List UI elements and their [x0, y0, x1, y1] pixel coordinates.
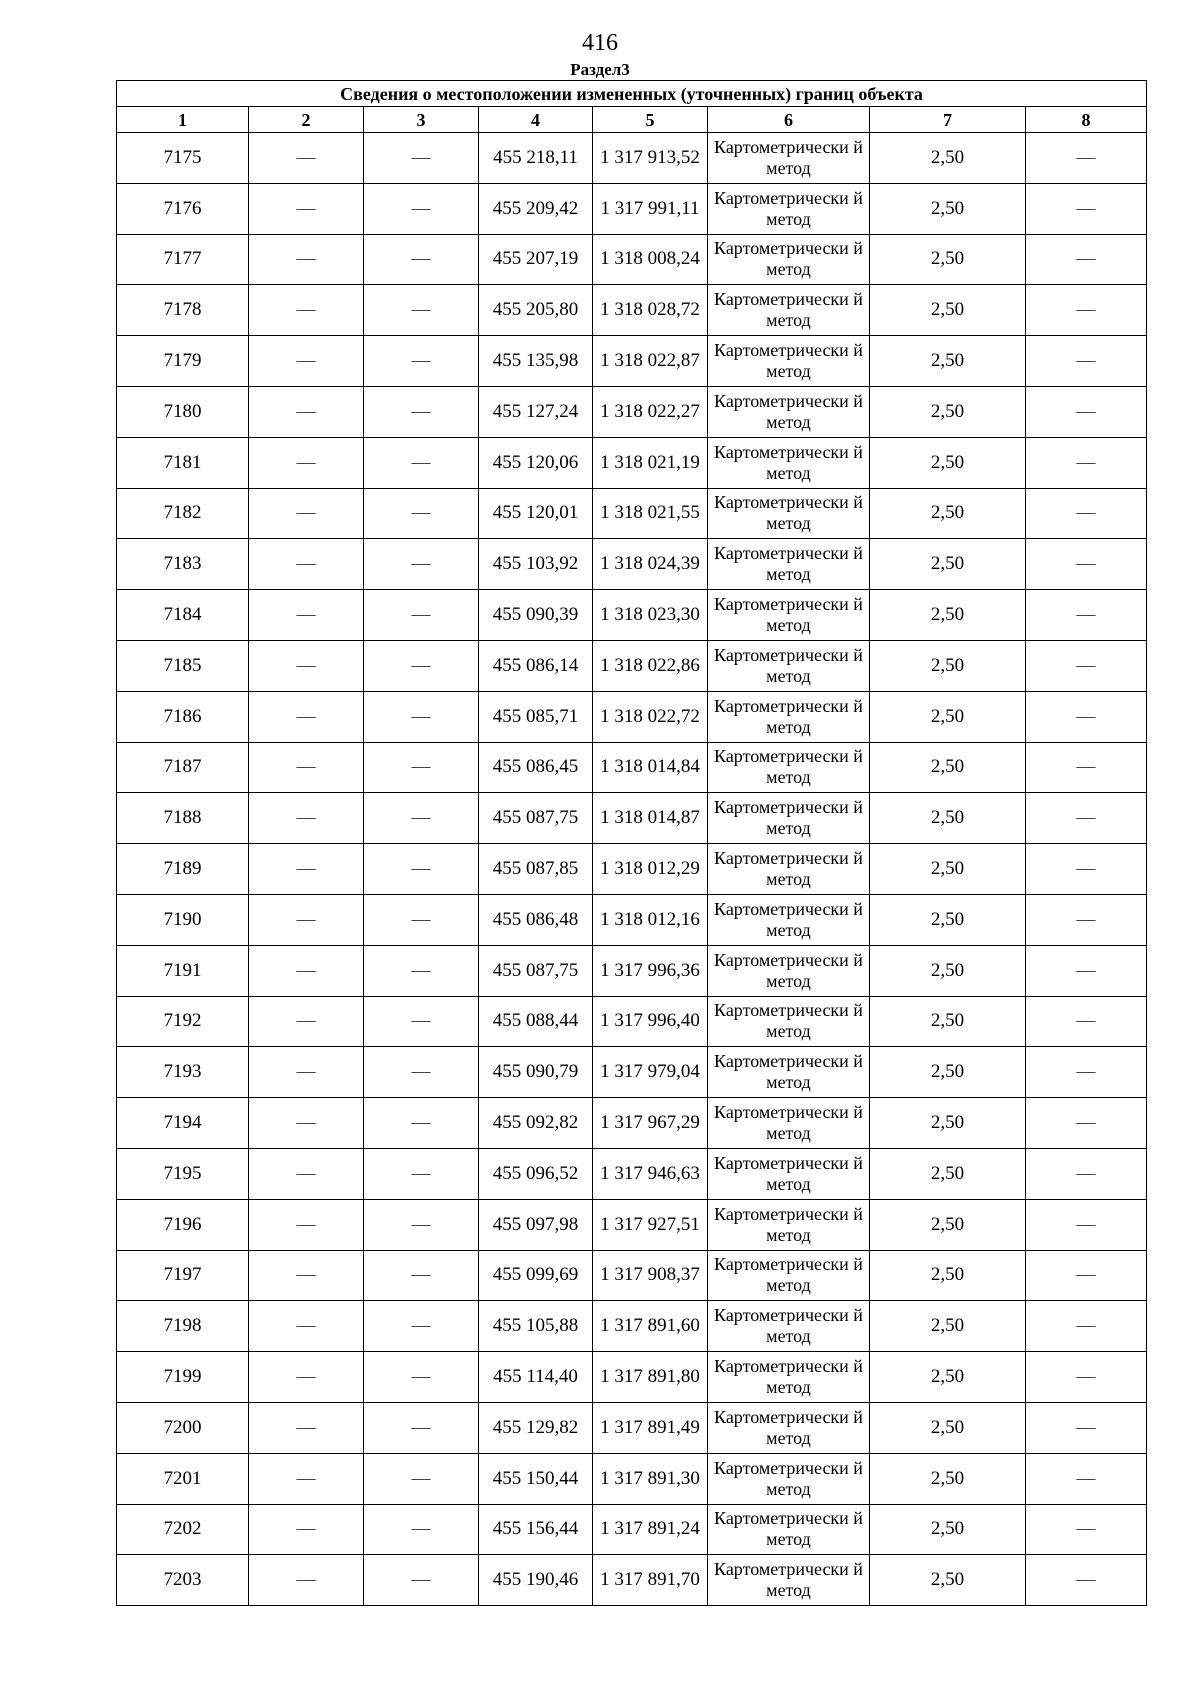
- table-cell-col-3: —: [364, 945, 479, 996]
- table-cell-col-7: 2,50: [870, 1555, 1026, 1606]
- table-cell-col-4: 455 120,01: [479, 488, 593, 539]
- table-cell-col-1: 7181: [117, 437, 249, 488]
- table-cell-col-5: 1 318 014,84: [593, 742, 708, 793]
- table-cell-col-1: 7202: [117, 1504, 249, 1555]
- table-cell-col-8: —: [1026, 285, 1147, 336]
- table-cell-col-6: Картометрически й метод: [708, 488, 870, 539]
- table-cell-col-8: —: [1026, 1047, 1147, 1098]
- table-cell-col-1: 7198: [117, 1301, 249, 1352]
- table-row: [117, 1352, 1147, 1403]
- table-cell-col-7: 2,50: [870, 183, 1026, 234]
- table-cell-col-2: —: [249, 844, 364, 895]
- table-cell-col-8: —: [1026, 894, 1147, 945]
- table-cell-col-4: 455 150,44: [479, 1453, 593, 1504]
- table-row: [117, 1250, 1147, 1301]
- table-row: [117, 1402, 1147, 1453]
- table-cell-col-2: —: [249, 1199, 364, 1250]
- table-cell-col-2: —: [249, 234, 364, 285]
- table-cell-col-1: 7185: [117, 640, 249, 691]
- table-row: [117, 386, 1147, 437]
- column-header-4: 4: [479, 107, 593, 133]
- table-cell-col-1: 7177: [117, 234, 249, 285]
- table-cell-col-1: 7200: [117, 1402, 249, 1453]
- table-row: [117, 539, 1147, 590]
- table-cell-col-1: 7190: [117, 894, 249, 945]
- table-cell-col-4: 455 105,88: [479, 1301, 593, 1352]
- table-cell-col-3: —: [364, 1047, 479, 1098]
- table-cell-col-4: 455 127,24: [479, 386, 593, 437]
- table-cell-col-4: 455 114,40: [479, 1352, 593, 1403]
- table-cell-col-7: 2,50: [870, 285, 1026, 336]
- table-cell-col-7: 2,50: [870, 590, 1026, 641]
- table-cell-col-8: —: [1026, 1504, 1147, 1555]
- table-cell-col-3: —: [364, 1148, 479, 1199]
- table-cell-col-5: 1 317 996,40: [593, 996, 708, 1047]
- table-cell-col-3: —: [364, 1555, 479, 1606]
- table-cell-col-3: —: [364, 742, 479, 793]
- table-cell-col-4: 455 156,44: [479, 1504, 593, 1555]
- coordinates-table: [116, 80, 1147, 1606]
- column-header-2: 2: [249, 107, 364, 133]
- table-cell-col-2: —: [249, 386, 364, 437]
- table-row: [117, 488, 1147, 539]
- table-cell-col-3: —: [364, 386, 479, 437]
- table-cell-col-4: 455 088,44: [479, 996, 593, 1047]
- table-cell-col-2: —: [249, 945, 364, 996]
- table-cell-col-4: 455 086,45: [479, 742, 593, 793]
- table-cell-col-2: —: [249, 640, 364, 691]
- table-cell-col-7: 2,50: [870, 1504, 1026, 1555]
- table-cell-col-8: —: [1026, 234, 1147, 285]
- table-cell-col-5: 1 318 024,39: [593, 539, 708, 590]
- table-cell-col-8: —: [1026, 1402, 1147, 1453]
- table-cell-col-3: —: [364, 1453, 479, 1504]
- table-cell-col-8: —: [1026, 1555, 1147, 1606]
- table-cell-col-6: Картометрически й метод: [708, 640, 870, 691]
- table-cell-col-3: —: [364, 336, 479, 387]
- table-cell-col-2: —: [249, 793, 364, 844]
- table-cell-col-4: 455 090,39: [479, 590, 593, 641]
- table-cell-col-8: —: [1026, 1352, 1147, 1403]
- table-cell-col-1: 7201: [117, 1453, 249, 1504]
- table-row: [117, 234, 1147, 285]
- table-cell-col-2: —: [249, 1301, 364, 1352]
- table-cell-col-5: 1 318 008,24: [593, 234, 708, 285]
- table-cell-col-5: 1 318 022,27: [593, 386, 708, 437]
- table-cell-col-1: 7184: [117, 590, 249, 641]
- table-cell-col-5: 1 317 891,30: [593, 1453, 708, 1504]
- table-cell-col-8: —: [1026, 183, 1147, 234]
- table-cell-col-6: Картометрически й метод: [708, 1555, 870, 1606]
- table-cell-col-7: 2,50: [870, 691, 1026, 742]
- column-header-8: 8: [1026, 107, 1147, 133]
- table-cell-col-1: 7189: [117, 844, 249, 895]
- table-cell-col-5: 1 318 023,30: [593, 590, 708, 641]
- table-cell-col-4: 455 120,06: [479, 437, 593, 488]
- table-cell-col-2: —: [249, 1402, 364, 1453]
- table-cell-col-8: —: [1026, 590, 1147, 641]
- table-cell-col-2: —: [249, 742, 364, 793]
- table-cell-col-2: —: [249, 488, 364, 539]
- table-cell-col-4: 455 090,79: [479, 1047, 593, 1098]
- table-cell-col-6: Картометрически й метод: [708, 844, 870, 895]
- table-cell-col-6: Картометрически й метод: [708, 183, 870, 234]
- table-cell-col-4: 455 205,80: [479, 285, 593, 336]
- table-cell-col-5: 1 317 891,24: [593, 1504, 708, 1555]
- table-cell-col-3: —: [364, 894, 479, 945]
- table-cell-col-3: —: [364, 1301, 479, 1352]
- table-cell-col-8: —: [1026, 945, 1147, 996]
- table-cell-col-8: —: [1026, 133, 1147, 184]
- table-caption: Сведения о местоположении измененных (уточненных) границ объекта: [117, 81, 1147, 107]
- table-cell-col-7: 2,50: [870, 1148, 1026, 1199]
- table-cell-col-2: —: [249, 1148, 364, 1199]
- table-row: [117, 183, 1147, 234]
- table-row: [117, 894, 1147, 945]
- table-row: [117, 1453, 1147, 1504]
- table-cell-col-1: 7197: [117, 1250, 249, 1301]
- table-row: [117, 1148, 1147, 1199]
- table-cell-col-7: 2,50: [870, 945, 1026, 996]
- table-cell-col-6: Картометрически й метод: [708, 1199, 870, 1250]
- table-cell-col-3: —: [364, 488, 479, 539]
- table-cell-col-3: —: [364, 996, 479, 1047]
- table-row: [117, 1555, 1147, 1606]
- table-cell-col-7: 2,50: [870, 386, 1026, 437]
- table-cell-col-4: 455 207,19: [479, 234, 593, 285]
- table-cell-col-6: Картометрически й метод: [708, 285, 870, 336]
- table-cell-col-1: 7179: [117, 336, 249, 387]
- table-cell-col-1: 7175: [117, 133, 249, 184]
- table-row: [117, 590, 1147, 641]
- table-cell-col-1: 7187: [117, 742, 249, 793]
- table-cell-col-7: 2,50: [870, 1098, 1026, 1149]
- table-cell-col-5: 1 318 021,19: [593, 437, 708, 488]
- table-cell-col-5: 1 317 946,63: [593, 1148, 708, 1199]
- table-cell-col-7: 2,50: [870, 488, 1026, 539]
- table-cell-col-5: 1 317 891,80: [593, 1352, 708, 1403]
- table-row: [117, 1504, 1147, 1555]
- table-row: [117, 133, 1147, 184]
- table-cell-col-7: 2,50: [870, 1301, 1026, 1352]
- table-cell-col-7: 2,50: [870, 1352, 1026, 1403]
- table-cell-col-3: —: [364, 437, 479, 488]
- table-cell-col-2: —: [249, 1047, 364, 1098]
- table-cell-col-5: 1 317 979,04: [593, 1047, 708, 1098]
- table-cell-col-3: —: [364, 285, 479, 336]
- table-cell-col-1: 7182: [117, 488, 249, 539]
- table-cell-col-5: 1 317 891,70: [593, 1555, 708, 1606]
- table-cell-col-6: Картометрически й метод: [708, 1098, 870, 1149]
- table-row: [117, 1301, 1147, 1352]
- table-cell-col-7: 2,50: [870, 437, 1026, 488]
- table-cell-col-4: 455 099,69: [479, 1250, 593, 1301]
- table-cell-col-2: —: [249, 590, 364, 641]
- table-cell-col-6: Картометрически й метод: [708, 691, 870, 742]
- page-number: 416: [582, 30, 618, 56]
- column-header-7: 7: [870, 107, 1026, 133]
- table-cell-col-7: 2,50: [870, 793, 1026, 844]
- table-cell-col-4: 455 135,98: [479, 336, 593, 387]
- table-cell-col-6: Картометрически й метод: [708, 1504, 870, 1555]
- table-cell-col-2: —: [249, 1098, 364, 1149]
- table-cell-col-7: 2,50: [870, 640, 1026, 691]
- table-cell-col-7: 2,50: [870, 742, 1026, 793]
- table-cell-col-5: 1 318 022,86: [593, 640, 708, 691]
- table-cell-col-2: —: [249, 894, 364, 945]
- table-cell-col-3: —: [364, 1402, 479, 1453]
- table-cell-col-6: Картометрически й метод: [708, 234, 870, 285]
- table-cell-col-5: 1 318 022,87: [593, 336, 708, 387]
- table-cell-col-6: Картометрически й метод: [708, 742, 870, 793]
- table-cell-col-1: 7188: [117, 793, 249, 844]
- table-cell-col-6: Картометрически й метод: [708, 336, 870, 387]
- table-cell-col-3: —: [364, 691, 479, 742]
- table-cell-col-8: —: [1026, 1453, 1147, 1504]
- table-cell-col-7: 2,50: [870, 234, 1026, 285]
- table-cell-col-8: —: [1026, 386, 1147, 437]
- table-caption-row: [117, 81, 1147, 107]
- table-cell-col-3: —: [364, 133, 479, 184]
- table-cell-col-5: 1 318 028,72: [593, 285, 708, 336]
- table-cell-col-4: 455 086,14: [479, 640, 593, 691]
- table-cell-col-4: 455 087,75: [479, 945, 593, 996]
- table-cell-col-5: 1 318 012,16: [593, 894, 708, 945]
- table-row: [117, 285, 1147, 336]
- table-cell-col-3: —: [364, 793, 479, 844]
- table-cell-col-1: 7178: [117, 285, 249, 336]
- table-cell-col-3: —: [364, 183, 479, 234]
- table-cell-col-6: Картометрически й метод: [708, 386, 870, 437]
- table-row: [117, 1199, 1147, 1250]
- table-cell-col-7: 2,50: [870, 336, 1026, 387]
- table-row: [117, 691, 1147, 742]
- table-cell-col-8: —: [1026, 437, 1147, 488]
- table-row: [117, 1047, 1147, 1098]
- table-cell-col-2: —: [249, 285, 364, 336]
- table-row: [117, 793, 1147, 844]
- section-title: Раздел3: [570, 60, 630, 79]
- table-cell-col-8: —: [1026, 488, 1147, 539]
- table-row: [117, 640, 1147, 691]
- table-cell-col-7: 2,50: [870, 133, 1026, 184]
- table-cell-col-3: —: [364, 1098, 479, 1149]
- table-cell-col-1: 7186: [117, 691, 249, 742]
- table-cell-col-8: —: [1026, 691, 1147, 742]
- table-cell-col-1: 7183: [117, 539, 249, 590]
- table-cell-col-1: 7199: [117, 1352, 249, 1403]
- table-cell-col-2: —: [249, 1555, 364, 1606]
- table-cell-col-6: Картометрически й метод: [708, 793, 870, 844]
- table-cell-col-1: 7191: [117, 945, 249, 996]
- table-row: [117, 996, 1147, 1047]
- table-cell-col-6: Картометрически й метод: [708, 1148, 870, 1199]
- table-cell-col-6: Картометрически й метод: [708, 1352, 870, 1403]
- table-cell-col-6: Картометрически й метод: [708, 1250, 870, 1301]
- table-cell-col-4: 455 190,46: [479, 1555, 593, 1606]
- table-cell-col-2: —: [249, 539, 364, 590]
- table-cell-col-1: 7194: [117, 1098, 249, 1149]
- table-cell-col-6: Картометрически й метод: [708, 894, 870, 945]
- table-cell-col-8: —: [1026, 1301, 1147, 1352]
- table-cell-col-3: —: [364, 1250, 479, 1301]
- table-cell-col-7: 2,50: [870, 996, 1026, 1047]
- table-cell-col-3: —: [364, 234, 479, 285]
- table-cell-col-8: —: [1026, 640, 1147, 691]
- table-cell-col-1: 7180: [117, 386, 249, 437]
- table-cell-col-1: 7203: [117, 1555, 249, 1606]
- column-header-5: 5: [593, 107, 708, 133]
- table-row: [117, 437, 1147, 488]
- table-cell-col-8: —: [1026, 1199, 1147, 1250]
- table-cell-col-3: —: [364, 1199, 479, 1250]
- table-cell-col-5: 1 318 021,55: [593, 488, 708, 539]
- table-cell-col-2: —: [249, 1504, 364, 1555]
- table-cell-col-8: —: [1026, 742, 1147, 793]
- table-cell-col-1: 7195: [117, 1148, 249, 1199]
- table-cell-col-7: 2,50: [870, 894, 1026, 945]
- table-cell-col-7: 2,50: [870, 1453, 1026, 1504]
- table-cell-col-7: 2,50: [870, 539, 1026, 590]
- table-cell-col-4: 455 129,82: [479, 1402, 593, 1453]
- table-cell-col-3: —: [364, 844, 479, 895]
- table-cell-col-5: 1 318 022,72: [593, 691, 708, 742]
- table-cell-col-3: —: [364, 590, 479, 641]
- table-cell-col-7: 2,50: [870, 1250, 1026, 1301]
- table-cell-col-8: —: [1026, 844, 1147, 895]
- table-cell-col-6: Картометрически й метод: [708, 996, 870, 1047]
- table-cell-col-6: Картометрически й метод: [708, 1402, 870, 1453]
- table-cell-col-3: —: [364, 539, 479, 590]
- table-cell-col-4: 455 087,75: [479, 793, 593, 844]
- table-cell-col-4: 455 209,42: [479, 183, 593, 234]
- table-cell-col-6: Картометрически й метод: [708, 1301, 870, 1352]
- table-row: [117, 336, 1147, 387]
- table-cell-col-8: —: [1026, 1148, 1147, 1199]
- table-cell-col-2: —: [249, 996, 364, 1047]
- table-cell-col-8: —: [1026, 539, 1147, 590]
- column-header-1: 1: [117, 107, 249, 133]
- table-cell-col-4: 455 097,98: [479, 1199, 593, 1250]
- table-body: [117, 133, 1147, 1606]
- table-cell-col-4: 455 218,11: [479, 133, 593, 184]
- table-cell-col-1: 7192: [117, 996, 249, 1047]
- table-cell-col-4: 455 086,48: [479, 894, 593, 945]
- table-cell-col-4: 455 092,82: [479, 1098, 593, 1149]
- table-cell-col-5: 1 317 967,29: [593, 1098, 708, 1149]
- table-cell-col-6: Картометрически й метод: [708, 133, 870, 184]
- table-row: [117, 844, 1147, 895]
- table-cell-col-5: 1 317 908,37: [593, 1250, 708, 1301]
- table-cell-col-8: —: [1026, 1098, 1147, 1149]
- table-cell-col-4: 455 096,52: [479, 1148, 593, 1199]
- table-cell-col-4: 455 103,92: [479, 539, 593, 590]
- table-cell-col-6: Картометрически й метод: [708, 945, 870, 996]
- table-cell-col-3: —: [364, 1352, 479, 1403]
- table-cell-col-7: 2,50: [870, 844, 1026, 895]
- table-cell-col-7: 2,50: [870, 1047, 1026, 1098]
- table-cell-col-3: —: [364, 640, 479, 691]
- table-cell-col-8: —: [1026, 996, 1147, 1047]
- table-cell-col-7: 2,50: [870, 1402, 1026, 1453]
- table-cell-col-5: 1 317 891,60: [593, 1301, 708, 1352]
- table-cell-col-6: Картометрически й метод: [708, 1453, 870, 1504]
- table-cell-col-5: 1 317 996,36: [593, 945, 708, 996]
- table-cell-col-2: —: [249, 133, 364, 184]
- table-cell-col-2: —: [249, 336, 364, 387]
- table-row: [117, 1098, 1147, 1149]
- table-cell-col-3: —: [364, 1504, 479, 1555]
- table-cell-col-2: —: [249, 437, 364, 488]
- table-cell-col-6: Картометрически й метод: [708, 437, 870, 488]
- table-row: [117, 742, 1147, 793]
- table-cell-col-2: —: [249, 691, 364, 742]
- table-cell-col-5: 1 318 012,29: [593, 844, 708, 895]
- table-cell-col-5: 1 317 991,11: [593, 183, 708, 234]
- table-cell-col-5: 1 317 913,52: [593, 133, 708, 184]
- table-cell-col-1: 7193: [117, 1047, 249, 1098]
- table-cell-col-5: 1 317 927,51: [593, 1199, 708, 1250]
- table-cell-col-8: —: [1026, 793, 1147, 844]
- table-cell-col-4: 455 085,71: [479, 691, 593, 742]
- table-cell-col-4: 455 087,85: [479, 844, 593, 895]
- column-header-6: 6: [708, 107, 870, 133]
- table-cell-col-2: —: [249, 1352, 364, 1403]
- table-cell-col-6: Картометрически й метод: [708, 539, 870, 590]
- table-cell-col-2: —: [249, 1453, 364, 1504]
- column-header-3: 3: [364, 107, 479, 133]
- table-cell-col-6: Картометрически й метод: [708, 590, 870, 641]
- table-cell-col-5: 1 317 891,49: [593, 1402, 708, 1453]
- table-cell-col-6: Картометрически й метод: [708, 1047, 870, 1098]
- table-row: [117, 945, 1147, 996]
- table-cell-col-8: —: [1026, 1250, 1147, 1301]
- table-cell-col-2: —: [249, 1250, 364, 1301]
- table-cell-col-5: 1 318 014,87: [593, 793, 708, 844]
- table-cell-col-7: 2,50: [870, 1199, 1026, 1250]
- table-cell-col-2: —: [249, 183, 364, 234]
- table-cell-col-1: 7196: [117, 1199, 249, 1250]
- table-cell-col-1: 7176: [117, 183, 249, 234]
- column-header-row: [117, 107, 1147, 133]
- table-cell-col-8: —: [1026, 336, 1147, 387]
